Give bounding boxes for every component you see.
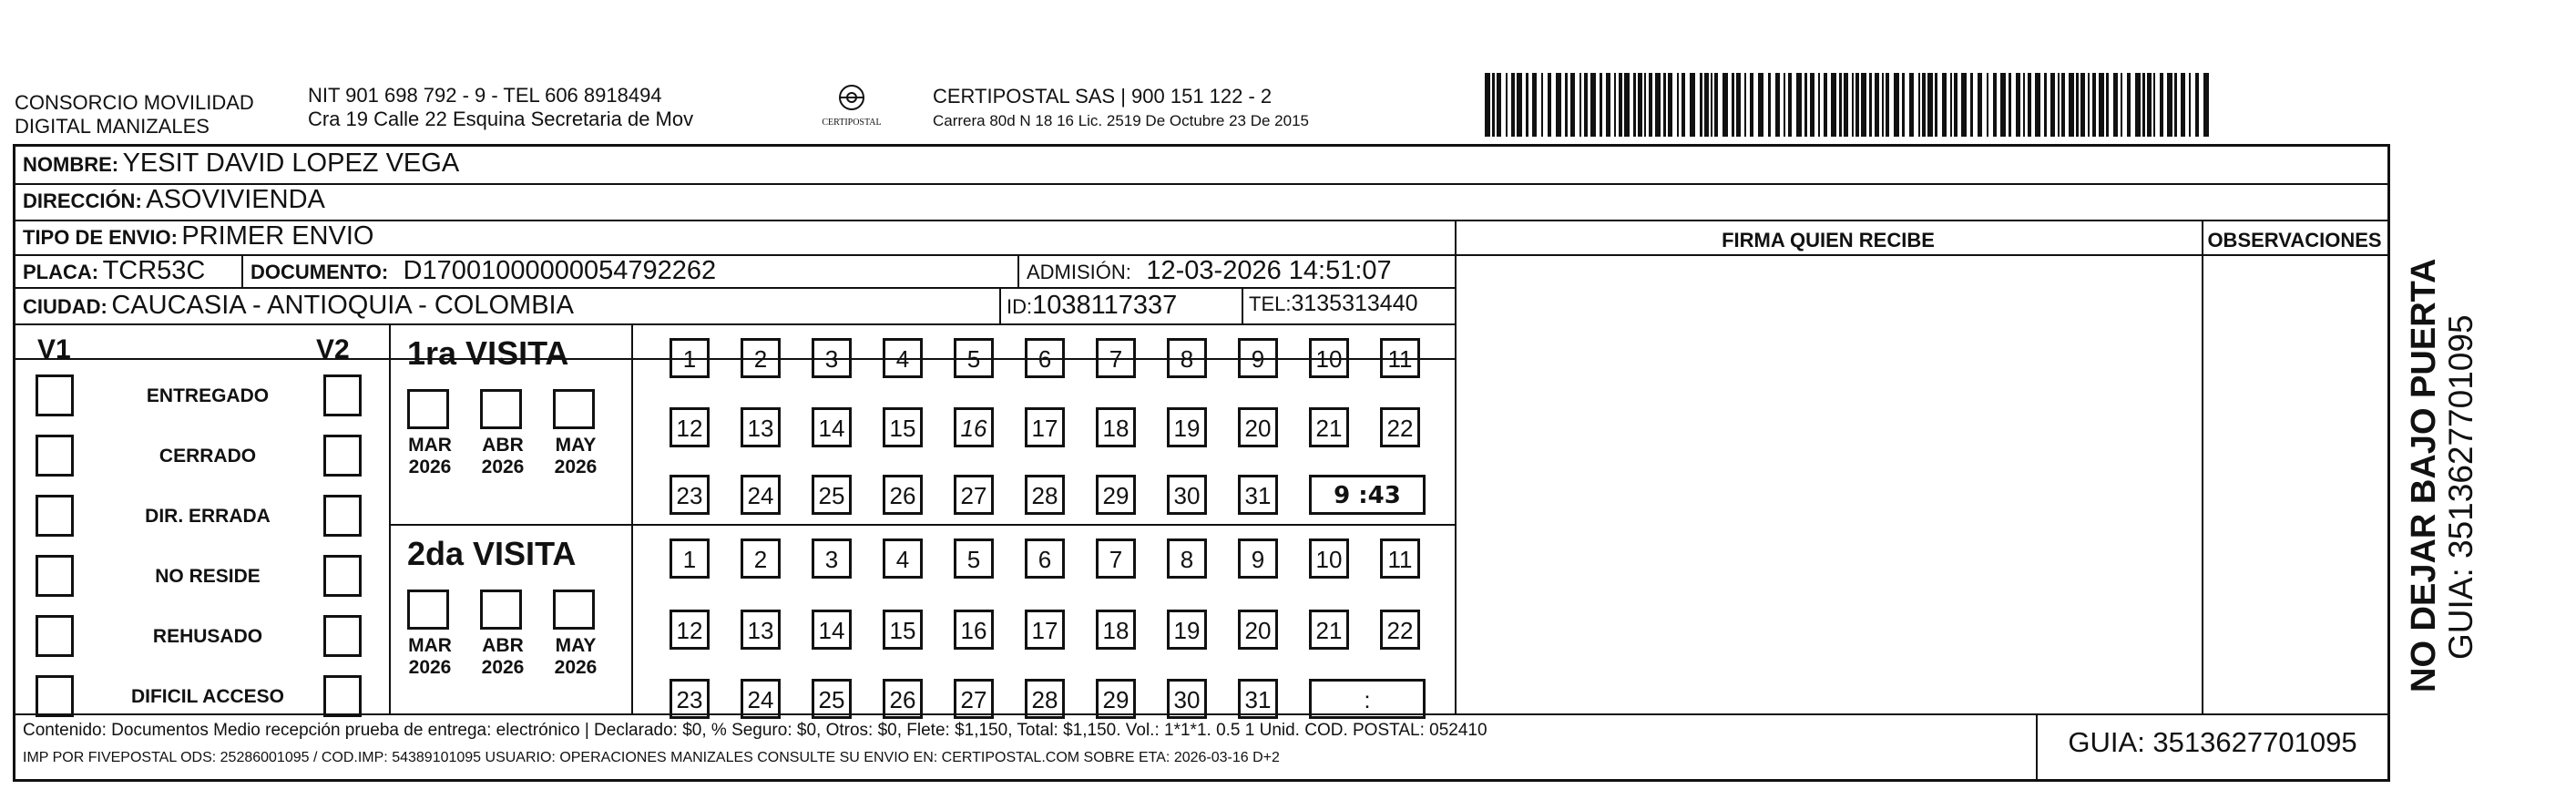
tipo-envio-label: TIPO DE ENVIO: [23,226,178,249]
day-box: 10 [1309,538,1349,579]
tel-field [1249,291,1418,317]
barcode-bars [1485,73,2213,137]
status-label: DIFICIL ACCESO [130,686,284,707]
day-box: 20 [1238,610,1278,650]
month-year: 2026 [554,657,598,678]
day-box: 5 [954,338,994,378]
id-value: 1038117337 [1032,291,1178,320]
month-name: MAR [408,635,452,656]
contenido-text: Contenido: Documentos Medio recepción prueba de entrega: electrónico | Declarado: $0, % Seguro: $0, Otros: $0, Flete: $1,150, Total: $1,150. Vol.: 1*1*1. 0.5 1 Unid. COD. POSTAL: 052410 [23,721,1487,740]
day-box: 25 [812,679,852,719]
ciudad-field [23,291,574,321]
day-box: 11 [1380,338,1420,378]
month-label [471,435,535,478]
time-box: : [1309,679,1426,719]
day-box: 14 [812,610,852,650]
day-box: 30 [1167,475,1207,515]
day-box: 20 [1238,407,1278,447]
day-box: 28 [1025,475,1065,515]
v2-checkbox [323,615,362,657]
day-box: 8 [1167,538,1207,579]
month-name: ABR [482,635,524,656]
day-box: 12 [670,610,710,650]
day-box: 10 [1309,338,1349,378]
v2-checkbox [323,374,362,416]
address-line: Cra 19 Calle 22 Esquina Secretaria de Mov [308,108,694,130]
day-box: 15 [883,407,923,447]
no-dejar-bajo-puerta: NO DEJAR BAJO PUERTA [2405,258,2443,692]
id-label: ID: [1007,295,1033,318]
first-visit-heading: 1ra VISITA [407,334,569,372]
v1-checkbox [36,374,74,416]
status-label: REHUSADO [152,626,263,647]
day-box: 17 [1025,407,1065,447]
second-visit-heading: 2da VISITA [407,535,577,572]
day-box: 26 [883,679,923,719]
month-label [471,635,535,679]
day-box: 31 [1238,679,1278,719]
day-box: 22 [1380,407,1420,447]
nombre-row [23,149,459,179]
carrier-logo [811,82,893,137]
company-contact [308,84,693,131]
day-box: 11 [1380,538,1420,579]
nit-line: NIT 901 698 792 - 9 - TEL 606 8918494 [308,84,662,107]
day-box: 13 [741,610,781,650]
side-text [2405,259,2479,692]
tipo-envio-row [23,221,373,251]
tel-label: TEL: [1249,292,1292,315]
day-box: 19 [1167,610,1207,650]
imp-text: IMP POR FIVEPOSTAL ODS: 25286001095 / COD.IMP: 54389101095 USUARIO: OPERACIONES MANIZALES CONSULTE SU ENVIO EN: CERTIPOSTAL.COM SOBRE ETA: 2026-03-16 D+2 [23,750,1280,765]
day-box: 27 [954,679,994,719]
carrier-info [933,84,1309,133]
day-box: 29 [1096,475,1136,515]
day-box: 6 [1025,538,1065,579]
day-box: 14 [812,407,852,447]
day-box: 4 [883,538,923,579]
month-label [398,635,462,679]
day-box: 4 [883,338,923,378]
day-box: 7 [1096,338,1136,378]
day-box: 19 [1167,407,1207,447]
day-box: 22 [1380,610,1420,650]
day-box: 23 [670,679,710,719]
day-box: 3 [812,538,852,579]
day-box: 7 [1096,538,1136,579]
observaciones-label: OBSERVACIONES [2207,229,2382,251]
day-box: 8 [1167,338,1207,378]
logo-icon [833,82,870,113]
day-box: 18 [1096,407,1136,447]
month-checkbox [407,590,449,630]
day-box: 21 [1309,610,1349,650]
company-name [15,91,254,138]
day-box: 30 [1167,679,1207,719]
v1-checkbox [36,675,74,717]
status-label: ENTREGADO [146,385,270,406]
day-box: 15 [883,610,923,650]
id-field [1007,291,1177,321]
month-year: 2026 [481,657,525,678]
v2-checkbox [323,435,362,477]
placa-field [23,256,205,286]
v2-checkbox [323,675,362,717]
placa-value: TCR53C [102,256,206,285]
time-box: 9 :43 [1309,475,1426,515]
tel-value: 3135313440 [1291,291,1418,316]
direccion-value: ASOVIVIENDA [146,185,325,214]
month-checkbox [480,389,522,429]
day-box: 2 [741,338,781,378]
v2-checkbox [323,495,362,537]
side-guia: GUIA: 3513627701095 [2442,314,2479,660]
direccion-label: DIRECCIÓN: [23,190,142,212]
delivery-form [13,144,2390,782]
day-box: 18 [1096,610,1136,650]
carrier-address: Carrera 80d N 18 16 Lic. 2519 De Octubre 23 De 2015 [933,112,1309,129]
day-box: 23 [670,475,710,515]
firma-label: FIRMA QUIEN RECIBE [1722,229,1935,251]
status-label: CERRADO [158,446,257,467]
admision-value: 12-03-2026 14:51:07 [1146,256,1392,285]
day-box: 27 [954,475,994,515]
month-name: ABR [482,435,524,456]
barcode [1485,73,2213,137]
day-box: 9 [1238,338,1278,378]
day-box: 16 [954,407,994,447]
ciudad-label: CIUDAD: [23,295,107,318]
status-label: NO RESIDE [155,566,261,587]
admision-field [1027,256,1392,286]
month-year: 2026 [481,456,525,477]
day-box: 12 [670,407,710,447]
documento-label: DOCUMENTO: [250,261,389,283]
day-box: 21 [1309,407,1349,447]
day-box: 24 [741,475,781,515]
month-year: 2026 [408,657,452,678]
month-checkbox [407,389,449,429]
month-checkbox [553,389,595,429]
day-box: 9 [1238,538,1278,579]
day-box: 6 [1025,338,1065,378]
day-box: 16 [954,610,994,650]
v1-heading: V1 [37,334,71,364]
day-box: 17 [1025,610,1065,650]
nombre-label: NOMBRE: [23,153,119,176]
day-box: 24 [741,679,781,719]
company-line2: DIGITAL MANIZALES [15,115,210,138]
month-label [544,435,608,478]
direccion-row [23,185,325,215]
day-box: 29 [1096,679,1136,719]
v2-heading: V2 [316,334,350,364]
month-year: 2026 [408,456,452,477]
month-year: 2026 [554,456,598,477]
day-box: 2 [741,538,781,579]
documento-value: D17001000000054792262 [403,256,717,285]
v1-checkbox [36,615,74,657]
month-checkbox [553,590,595,630]
tipo-envio-value: PRIMER ENVIO [181,221,374,251]
day-box: 1 [670,338,710,378]
carrier-line: CERTIPOSTAL SAS | 900 151 122 - 2 [933,85,1273,108]
status-label: DIR. ERRADA [145,506,271,527]
v1-checkbox [36,495,74,537]
day-box: 25 [812,475,852,515]
footer-guia: GUIA: 3513627701095 [2068,726,2357,758]
day-box: 13 [741,407,781,447]
v1-checkbox [36,555,74,597]
v2-checkbox [323,555,362,597]
month-name: MAY [555,635,597,656]
day-box: 28 [1025,679,1065,719]
day-box: 31 [1238,475,1278,515]
month-name: MAY [555,435,597,456]
company-line1: CONSORCIO MOVILIDAD [15,91,254,114]
day-box: 26 [883,475,923,515]
month-label [398,435,462,478]
v1-checkbox [36,435,74,477]
placa-label: PLACA: [23,261,99,283]
nombre-value: YESIT DAVID LOPEZ VEGA [122,149,460,178]
month-label [544,635,608,679]
day-box: 5 [954,538,994,579]
logo-text: CERTIPOSTAL [822,118,882,128]
documento-field [250,256,716,286]
day-box: 3 [812,338,852,378]
day-box: 1 [670,538,710,579]
ciudad-value: CAUCASIA - ANTIOQUIA - COLOMBIA [111,291,574,320]
month-checkbox [480,590,522,630]
admision-label: ADMISIÓN: [1027,261,1131,283]
month-name: MAR [408,435,452,456]
